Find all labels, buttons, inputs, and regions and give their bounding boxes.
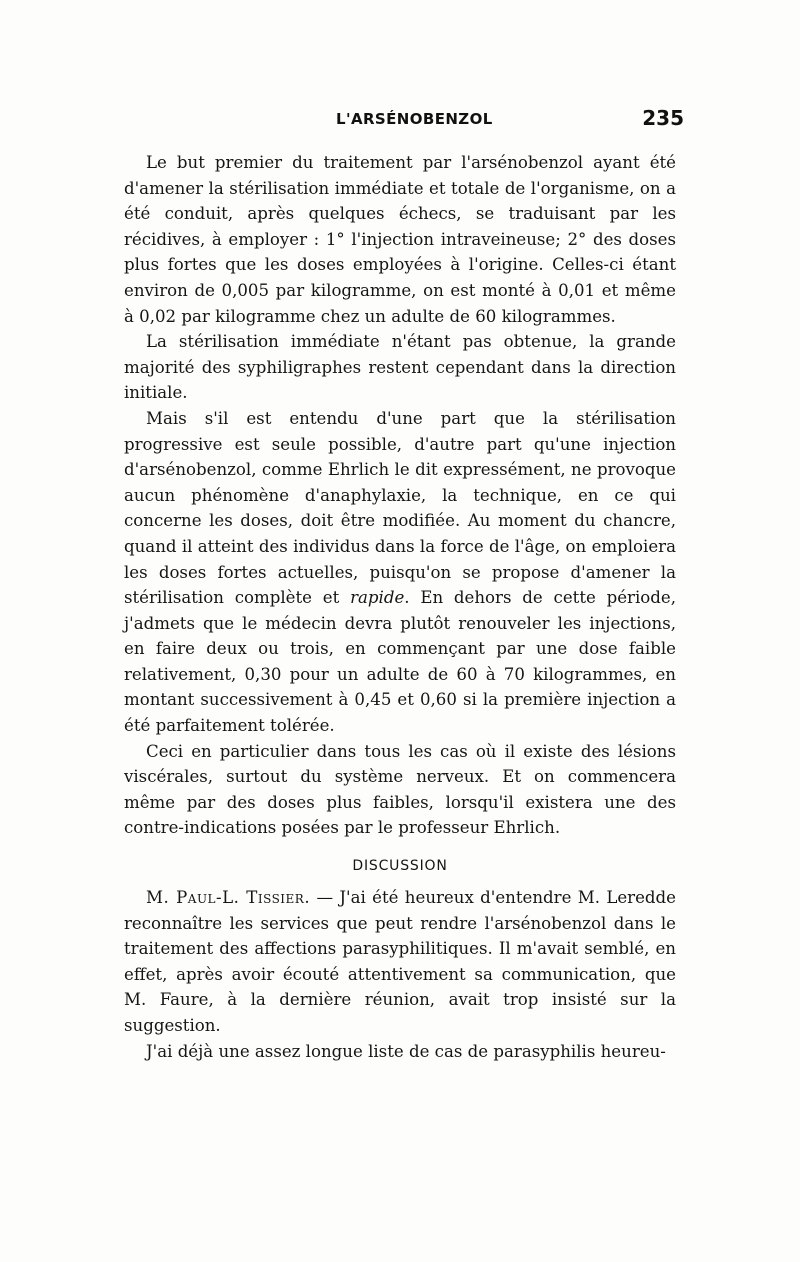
paragraph-3-text-start: Mais s'il est entendu d'une part que la stérilisation progressive est seule possible, d'autre part qu'une injection d'arsénobenzol, comme Ehrlich le dit expressément, ne provoque aucun phénomène d'anaphylaxie, la technique, en ce qui concerne les doses, doit être modifiée. Au moment du chancre, quand il atteint des individus dans la force de l'âge, on emploiera les doses fortes actuelles, puisqu'on se propose d'amener la stérilisation complète et [124, 408, 676, 608]
body-text [124, 150, 676, 1064]
page-header [124, 104, 684, 134]
paragraph-3 [124, 406, 676, 739]
paragraph-3-italic-word: rapide [350, 588, 405, 608]
paragraph-3-text-end: . En dehors de cette période, j'admets que le médecin devra plutôt renouveler les injections, en faire deux ou trois, en commençant par une dose faible relativement, 0,30 pour un adulte de 60 à 70 kilogrammes, en montant successivement à 0,45 et 0,60 si la première injection a été parfaitement tolérée. [124, 588, 676, 736]
page-number: 235 [642, 106, 684, 130]
paragraph-2: La stérilisation immédiate n'étant pas obtenue, la grande majorité des syphiligraphes restent cependant dans la direction initiale. [124, 332, 676, 403]
paragraph-6: J'ai déjà une assez longue liste de cas de parasyphilis heureu- [146, 1041, 666, 1061]
discussion-heading: DISCUSSION [352, 858, 448, 875]
speaker-name: M. Paul-L. Tissier. [146, 888, 311, 908]
paragraph-5-text: — J'ai été heureux d'entendre M. Leredde reconnaître les services que peut rendre l'arsénobenzol dans le traitement des affections parasyphilitiques. Il m'avait semblé, en effet, après avoir écouté attentivement sa communication, que M. Faure, à la dernière réunion, avait trop insisté sur la suggestion. [124, 888, 676, 1035]
paragraph-5 [124, 885, 676, 1039]
running-title: L'ARSÉNOBENZOL [336, 110, 493, 128]
paragraph-4: Ceci en particulier dans tous les cas où il existe des lésions viscérales, surtout du système nerveux. Et on commencera même par des doses plus faibles, lorsqu'il existera une des contre-indications posées par le professeur Ehrlich. [124, 741, 676, 838]
paragraph-1: Le but premier du traitement par l'arsénobenzol ayant été d'amener la stérilisation immédiate et totale de l'organisme, on a été conduit, après quelques échecs, se traduisant par les récidives, à employer : 1° l'injection intraveineuse; 2° des doses plus fortes que les doses employées à l'origine. Celles-ci étant environ de 0,005 par kilogramme, on est monté à 0,01 et même à 0,02 par kilogramme chez un adulte de 60 kilogrammes. [124, 153, 676, 326]
